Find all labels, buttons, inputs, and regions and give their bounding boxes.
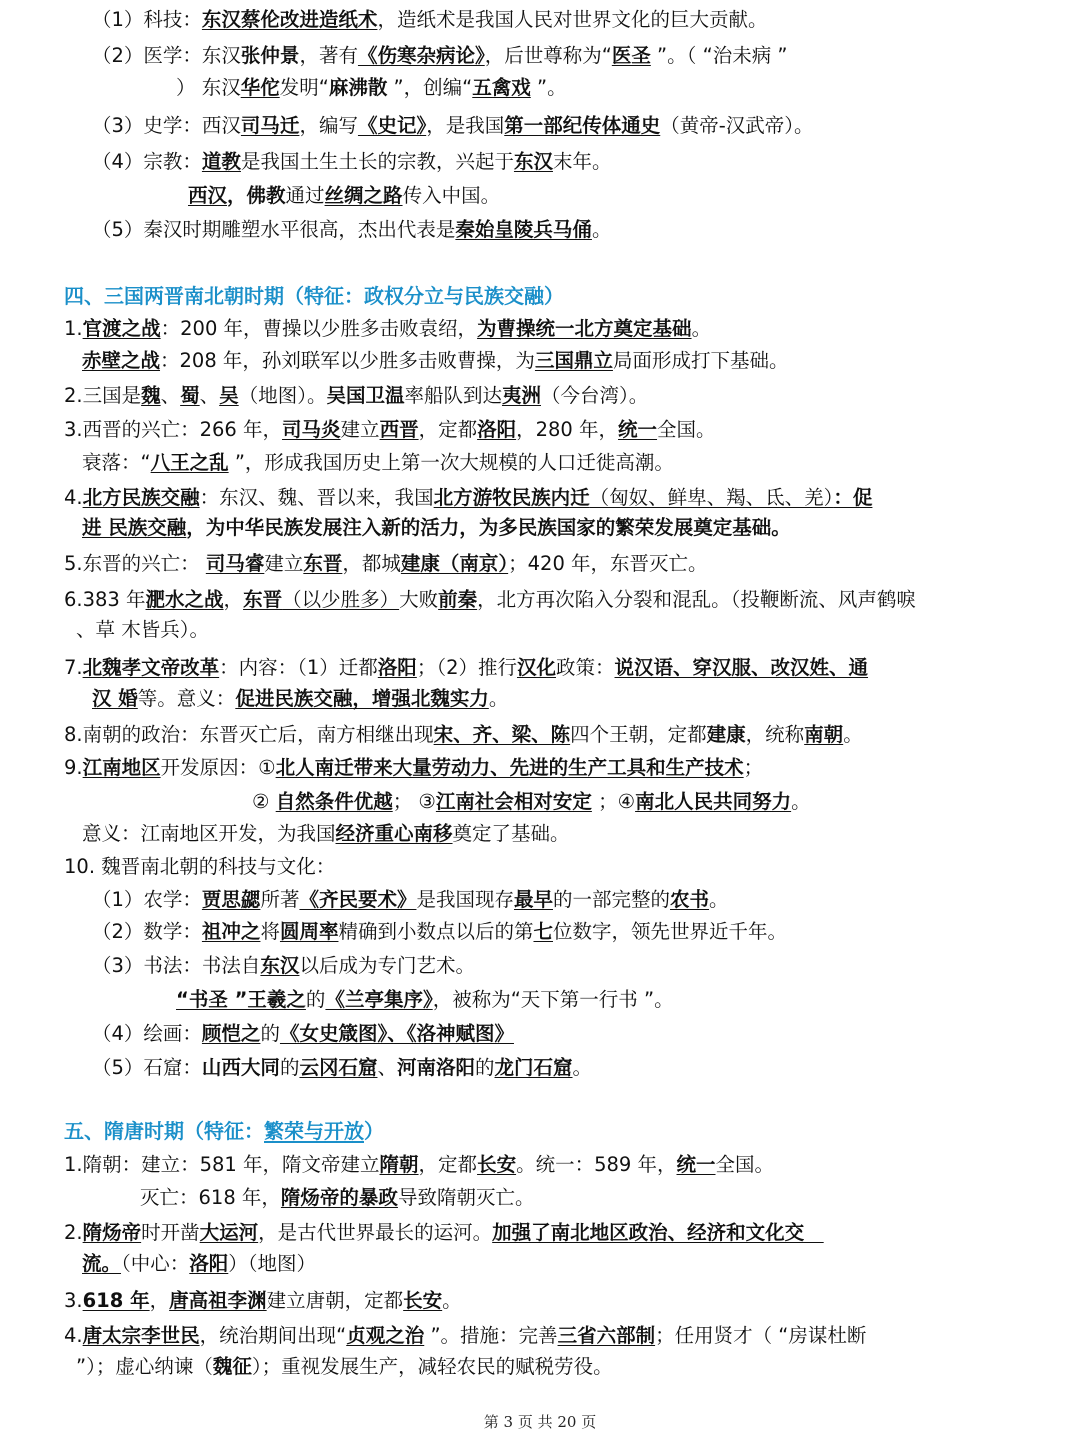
text-segment: 通过 [285, 184, 325, 207]
text-segment: ：促 [833, 486, 873, 509]
text-segment: 的 [305, 988, 326, 1011]
text-segment: 。 [442, 1289, 462, 1312]
text-segment: 魏征 [212, 1355, 252, 1378]
text-segment: （4）宗教： [92, 150, 202, 173]
line-11 [64, 414, 1040, 446]
text-segment: ； ③ [392, 790, 436, 813]
text-segment: （地图）。 [238, 384, 327, 407]
text-segment: （2）医学：东汉 [92, 44, 241, 67]
text-segment: 淝水之战 [145, 588, 224, 611]
text-segment: “书圣 ”王羲之 [176, 988, 306, 1011]
text-segment: ，著有 [299, 44, 358, 67]
line-1 [92, 4, 1040, 36]
text-segment: 经济重心南移 [335, 822, 453, 845]
text-segment: 10. 魏晋南北朝的科技与文化： [64, 855, 336, 878]
text-segment: ”）；虚心纳谏（ [76, 1355, 213, 1378]
line-3 [176, 72, 1040, 104]
text-segment: 东晋 [303, 552, 343, 575]
text-segment: 隋炀帝 [82, 1221, 142, 1244]
line-34 [82, 1248, 1040, 1280]
text-segment: 江南地区 [82, 756, 161, 779]
line-21 [64, 752, 1040, 784]
text-segment: 7. [64, 656, 83, 679]
text-segment: ，统治期间出现“ [199, 1324, 347, 1347]
text-segment: 东晋 [243, 588, 283, 611]
line-8 [64, 313, 1040, 345]
text-segment: 北方民族交融 [82, 486, 200, 509]
text-segment: 3.西晋的兴亡：266 年， [64, 418, 283, 441]
text-segment: 时开凿 [141, 1221, 200, 1244]
text-segment: 隋朝 [379, 1153, 419, 1176]
text-segment: 位数字，领先世界近千年。 [553, 920, 788, 943]
text-segment: 顾恺之 [201, 1022, 261, 1045]
line-37 [76, 1351, 1040, 1383]
text-segment: 等。意义： [137, 687, 236, 710]
text-segment: 导致隋朝灭亡。 [397, 1186, 535, 1209]
text-segment: 。 [691, 317, 712, 340]
text-segment: （匈奴、鲜卑、羯、氐、羌） [589, 486, 834, 509]
text-segment: 八王之乱 [150, 451, 229, 474]
text-segment: 道教 [201, 150, 241, 173]
page-footer: 第 3 页 共 20 页 [483, 1413, 597, 1431]
text-segment: 官渡之战 [82, 317, 161, 340]
text-segment: 北人南迁带来大量劳动力、先进的生产工具和生产技术 [275, 756, 744, 779]
line-9 [82, 345, 1040, 377]
text-segment: 西晋 [379, 418, 419, 441]
text-segment: 衰落：“ [82, 451, 151, 474]
text-segment: 三国鼎立 [534, 349, 613, 372]
line-13 [64, 482, 1040, 514]
text-segment: 。 [709, 888, 729, 911]
text-segment: 赤壁之战 [82, 349, 161, 372]
line-20 [64, 719, 1040, 751]
text-segment: 8.南朝的政治：东晋灭亡后，南方相继出现 [64, 723, 434, 746]
text-segment: 祖冲之 [201, 920, 261, 943]
text-segment: 促进民族交融，增强北魏实力 [235, 687, 489, 710]
text-segment: ，280 年， [516, 418, 619, 441]
text-segment: 汉 婚 [92, 687, 138, 710]
text-segment: 政策： [556, 656, 615, 679]
text-segment: 七 [533, 920, 553, 943]
line-18 [64, 652, 1040, 684]
text-segment: 4. [64, 486, 83, 509]
text-segment: 河南洛阳 [396, 1056, 475, 1079]
text-segment: 洛阳 [377, 656, 417, 679]
text-segment: 农书 [670, 888, 710, 911]
text-segment: 司马睿 [205, 552, 265, 575]
text-segment: 。 [591, 218, 612, 241]
text-segment: （以少胜多） [282, 588, 400, 611]
text-segment: 末年。 [552, 150, 612, 173]
text-segment: 建康 [706, 723, 746, 746]
text-segment: （中心： [121, 1252, 190, 1275]
text-segment: ， [149, 1289, 170, 1312]
text-segment: 华佗 [240, 76, 280, 99]
text-segment: （5）石窟： [92, 1056, 202, 1079]
text-segment: 宋、齐、梁、陈 [433, 723, 571, 746]
text-segment: 《兰亭集序》 [325, 988, 433, 1011]
text-segment: 江南社会相对安定 [435, 790, 592, 813]
line-15 [64, 548, 1040, 580]
text-segment: 精确到小数点以后的第 [338, 920, 534, 943]
text-segment: 率船队到达 [404, 384, 502, 407]
text-segment: （2）数学： [92, 920, 202, 943]
text-segment: （1）农学： [92, 888, 202, 911]
text-segment: ”。 [530, 76, 567, 99]
text-segment: 是我国现存 [416, 888, 514, 911]
text-segment: 流。 [82, 1252, 122, 1275]
text-segment: ”，创编“ [387, 76, 473, 99]
text-segment: 自然条件优越 [275, 790, 393, 813]
text-segment: 山西大同 [201, 1056, 280, 1079]
line-6 [188, 180, 1040, 212]
text-segment: ；任用贤才（ “房谋杜断 [655, 1324, 867, 1347]
total-pages: 20 [557, 1413, 577, 1431]
text-segment: 的 [279, 1056, 300, 1079]
text-segment: 东汉 [260, 954, 300, 977]
text-segment: 吴国卫温 [326, 384, 405, 407]
line-12 [82, 447, 1040, 479]
text-segment: ：东汉、魏、晋以来，我国 [199, 486, 434, 509]
text-segment: 魏 [141, 384, 161, 407]
text-segment: （5）秦汉时期雕塑水平很高，杰出代表是 [92, 218, 456, 241]
text-segment: 第一部纪传体通史 [504, 114, 661, 137]
text-segment: 奠定了基础。 [452, 822, 570, 845]
line-27 [92, 950, 1040, 982]
text-segment: ，佛教 [227, 184, 286, 207]
section-heading-4: 四、三国两晋南北朝时期（特征：政权分立与民族交融） [64, 284, 564, 308]
line-24 [64, 851, 1040, 883]
text-segment: 4. [64, 1324, 83, 1347]
text-segment: ，是我国 [426, 114, 505, 137]
text-segment: 建立 [264, 552, 304, 575]
line-30 [92, 1052, 1040, 1084]
text-segment: 司马迁 [240, 114, 300, 137]
text-segment: 、 [199, 384, 220, 407]
line-5 [92, 146, 1040, 178]
text-segment: 唐太宗李世民 [82, 1324, 200, 1347]
text-segment: （1）科技： [92, 8, 202, 31]
line-28 [176, 984, 1040, 1016]
text-segment: ，定都 [418, 418, 478, 441]
line-26 [92, 916, 1040, 948]
text-segment: ，后世尊称为“ [484, 44, 612, 67]
text-segment: ，为中华民族发展注入新的活力，为多民族国家的繁荣发展奠定基础。 [186, 516, 791, 539]
text-segment: 四个王朝，定都 [570, 723, 707, 746]
text-segment: ，是古代世界最长的运河。 [258, 1221, 493, 1244]
page-number: 3 [503, 1413, 514, 1431]
text-segment: 。 [791, 790, 811, 813]
line-33 [64, 1217, 1040, 1249]
text-segment: 5.东晋的兴亡： [64, 552, 206, 575]
text-segment: 汉化 [516, 656, 556, 679]
text-segment: 南北人民共同努力 [635, 790, 792, 813]
text-segment: ；420 年，东晋灭亡。 [508, 552, 708, 575]
line-29 [92, 1018, 1040, 1050]
text-segment: 2.三国是 [64, 384, 142, 407]
text-segment: 贾思勰 [201, 888, 261, 911]
text-segment: 《伤寒杂病论》 [357, 44, 485, 67]
text-segment: 1. [64, 317, 83, 340]
line-14 [82, 512, 1040, 544]
text-segment: ，定都 [418, 1153, 478, 1176]
text-segment: （3）书法：书法自 [92, 954, 261, 977]
text-segment: 。统一：589 年， [516, 1153, 677, 1176]
text-segment: 的 [260, 1022, 280, 1045]
text-segment: 隋炀帝的暴政 [280, 1186, 398, 1209]
text-segment: 全国。 [715, 1153, 775, 1176]
text-segment: 南朝 [804, 723, 844, 746]
line-16 [64, 584, 1040, 616]
text-segment: ，造纸术是我国人民对世界文化的巨大贡献。 [377, 8, 768, 31]
text-segment: 、草 木皆兵）。 [76, 618, 209, 641]
text-segment: 的 [475, 1056, 495, 1079]
text-segment: 建康（南京） [400, 552, 509, 575]
line-7 [92, 214, 1040, 246]
text-segment: 的一部完整的 [553, 888, 671, 911]
text-segment: ，北方再次陷入分裂和混乱。（投鞭断流、风声鹤唳 [477, 588, 916, 611]
text-segment: 吴 [219, 384, 239, 407]
text-segment: 长安 [403, 1289, 443, 1312]
text-segment: ；（2）推行 [416, 656, 517, 679]
text-segment: （今台湾）。 [541, 384, 649, 407]
text-segment: 发明“ [279, 76, 329, 99]
text-segment: 麻沸散 [328, 76, 388, 99]
text-segment: 3. [64, 1289, 83, 1312]
text-segment: 长安 [477, 1153, 517, 1176]
text-segment: 2. [64, 1221, 83, 1244]
text-segment: 。 [488, 687, 509, 710]
text-segment: 。 [843, 723, 863, 746]
line-35 [64, 1285, 1040, 1317]
text-segment: 、 [377, 1056, 397, 1079]
text-segment: 北魏孝文帝改革 [82, 656, 220, 679]
text-segment: （4）绘画： [92, 1022, 202, 1045]
text-segment: ； [743, 756, 764, 779]
text-segment: 三省六部制 [557, 1324, 656, 1347]
text-segment: 加强了南北地区政治、经济和文化交 [492, 1221, 824, 1244]
text-segment: 、 [160, 384, 181, 407]
line-31 [64, 1149, 1040, 1181]
text-segment: 张仲景 [240, 44, 300, 67]
text-segment: ，编写 [299, 114, 358, 137]
text-segment: ：208 年，孙刘联军以少胜多击败曹操，为 [160, 349, 535, 372]
text-segment: ）（地图） [228, 1252, 317, 1275]
text-segment: 为曹操统一北方奠定基础 [477, 317, 692, 340]
text-segment: ”。措施：完善 [424, 1324, 558, 1347]
text-segment: ；④ [591, 790, 636, 813]
text-segment: 医圣 [611, 44, 651, 67]
line-23 [82, 818, 1040, 850]
text-segment: 618 年 [82, 1289, 150, 1312]
text-segment: ）；重视发展生产，减轻农民的赋税劳役。 [251, 1355, 613, 1378]
text-segment: 1.隋朝：建立：581 年，隋文帝建立 [64, 1153, 380, 1176]
text-segment: 司马炎 [282, 418, 341, 441]
text-segment: 唐高祖李渊 [169, 1289, 267, 1312]
text-segment: 秦始皇陵兵马俑 [455, 218, 592, 241]
text-segment: ，统称 [745, 723, 805, 746]
text-segment: 洛阳 [477, 418, 517, 441]
text-segment: 是我国土生土长的宗教，兴起于 [240, 150, 514, 173]
line-10 [64, 380, 1040, 412]
text-segment: 东汉 [513, 150, 553, 173]
text-segment: ，被称为“天下第一行书 ”。 [432, 988, 674, 1011]
text-segment: 《齐民要术》 [299, 888, 417, 911]
line-22 [252, 786, 1040, 818]
text-segment: 前秦 [438, 588, 478, 611]
text-segment: 统一 [676, 1153, 716, 1176]
text-segment: ”，形成我国历史上第一次大规模的人口迁徙高潮。 [228, 451, 674, 474]
text-segment: 传入中国。 [402, 184, 501, 207]
text-segment: 洛阳 [189, 1252, 229, 1275]
text-segment: 9. [64, 756, 83, 779]
text-segment: 贞观之治 [346, 1324, 425, 1347]
text-segment: 意义：江南地区开发，为我国 [82, 822, 336, 845]
text-segment: 云冈石窟 [299, 1056, 378, 1079]
line-2 [92, 40, 1040, 72]
text-segment: 五禽戏 [472, 76, 531, 99]
text-segment: 东汉蔡伦改进造纸术 [201, 8, 378, 31]
section-heading-5: 五、隋唐时期（特征：繁荣与开放） [64, 1119, 384, 1143]
text-segment: ，都城 [342, 552, 401, 575]
text-segment: 进 民族交融 [82, 516, 187, 539]
text-segment: ：内容：（1）迁都 [219, 656, 378, 679]
text-segment: 灭亡：618 年， [140, 1186, 281, 1209]
line-4 [92, 110, 1040, 142]
line-36 [64, 1320, 1040, 1352]
text-segment: 所著 [260, 888, 300, 911]
text-segment: （黄帝-汉武帝）。 [660, 114, 814, 137]
text-segment: 建立 [340, 418, 380, 441]
text-segment: ”。（ “治未病 ” [650, 44, 788, 67]
text-segment: ② [252, 790, 276, 813]
text-segment: 丝绸之路 [324, 184, 403, 207]
text-segment: 夷洲 [501, 384, 541, 407]
line-17 [76, 614, 1040, 646]
text-segment: 建立唐朝，定都 [266, 1289, 404, 1312]
line-19 [92, 683, 1040, 715]
text-segment: 《女史箴图》、《洛神赋图》 [279, 1022, 514, 1045]
text-segment: 蜀 [180, 384, 200, 407]
text-segment: 圆周率 [279, 920, 339, 943]
text-segment: 西汉 [188, 184, 228, 207]
text-segment: ， [223, 588, 244, 611]
text-segment: （3）史学：西汉 [92, 114, 241, 137]
text-segment: 将 [260, 920, 280, 943]
text-segment: 全国。 [657, 418, 716, 441]
text-segment: 以后成为专门艺术。 [299, 954, 475, 977]
text-segment: 说汉语、穿汉服、改汉姓、通 [614, 656, 869, 679]
text-segment: 龙门石窟 [494, 1056, 573, 1079]
text-segment: 北方游牧民族内迁 [433, 486, 590, 509]
text-segment: 大运河 [199, 1221, 259, 1244]
text-segment: 最早 [513, 888, 553, 911]
text-segment: ：200 年，曹操以少胜多击败袁绍， [160, 317, 478, 340]
text-segment: 统一 [618, 418, 658, 441]
text-segment: 《史记》 [357, 114, 427, 137]
text-segment: 开发原因：① [160, 756, 276, 779]
text-segment: 局面形成打下基础。 [612, 349, 789, 372]
text-segment: 。 [572, 1056, 593, 1079]
line-32 [140, 1182, 1040, 1214]
text-segment: 6.383 年 [64, 588, 146, 611]
line-25 [92, 884, 1040, 916]
text-segment: ） 东汉 [176, 76, 241, 99]
text-segment: 大败 [399, 588, 439, 611]
